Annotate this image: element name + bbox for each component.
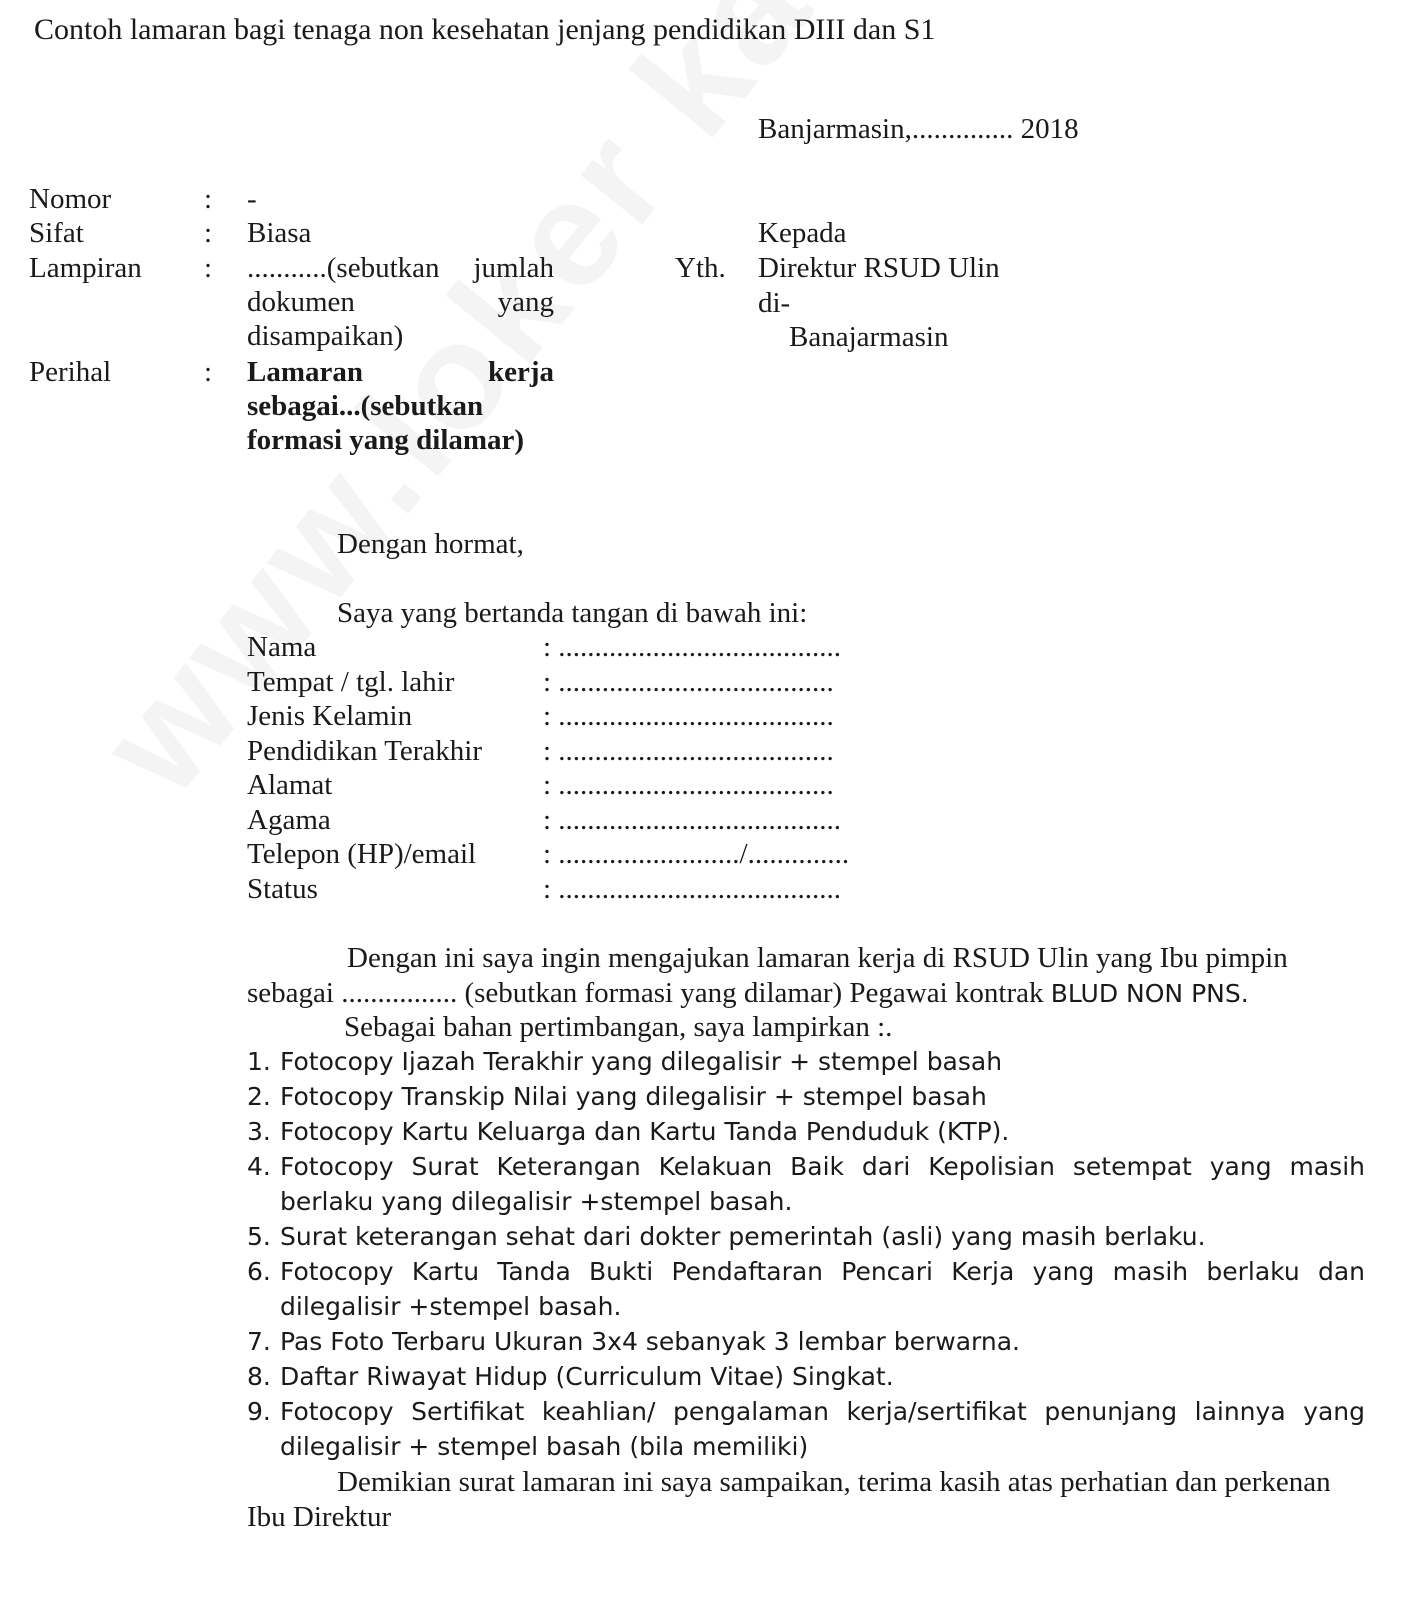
identity-value: : ......................................	[543, 735, 834, 767]
perihal-label: Perihal	[29, 356, 112, 388]
list-item-text: Fotocopy Surat Keterangan Kelakuan Baik dari Kepolisian setempat yang masih berlaku yang dilegalisir +stempel basah.	[280, 1152, 1365, 1216]
intro-line: Saya yang bertanda tangan di bawah ini:	[337, 597, 808, 629]
identity-value: : ......................................	[543, 700, 834, 732]
closing-line-1: Demikian surat lamaran ini saya sampaikan, terima kasih atas perhatian dan perkenan	[337, 1466, 1331, 1498]
list-item-number: 6.	[247, 1257, 271, 1286]
identity-label: Agama	[247, 804, 331, 836]
lampiran-label: Lampiran	[29, 252, 142, 284]
recipient-kepada: Kepada	[758, 217, 847, 249]
lampiran-line-3: disampaikan)	[247, 320, 404, 352]
perihal-colon: :	[204, 356, 213, 388]
list-item-number: 2.	[247, 1082, 271, 1111]
body-line-1: Dengan ini saya ingin mengajukan lamaran kerja di RSUD Ulin yang Ibu pimpin	[347, 942, 1288, 974]
nomor-colon: :	[204, 183, 213, 215]
identity-label: Alamat	[247, 769, 333, 801]
list-item	[247, 1254, 1365, 1324]
list-item-text: Pas Foto Terbaru Ukuran 3x4 sebanyak 3 lembar berwarna.	[280, 1327, 1020, 1356]
identity-value: : ......................................	[543, 769, 834, 801]
recipient-di: di-	[758, 287, 791, 319]
attachments-list	[247, 1044, 1365, 1464]
list-item	[247, 1394, 1365, 1464]
lampiran-line-1: ...........(sebutkan jumlah	[247, 252, 554, 284]
list-item-text: Fotocopy Transkip Nilai yang dilegalisir + stempel basah	[280, 1082, 987, 1111]
sifat-label: Sifat	[29, 217, 84, 249]
greeting: Dengan hormat,	[337, 528, 524, 560]
identity-label: Nama	[247, 631, 317, 663]
body-line-2-status: BLUD NON PNS.	[1050, 979, 1249, 1008]
identity-value: : ........................./..............	[543, 838, 850, 870]
list-item	[247, 1324, 1365, 1359]
recipient-yth: Yth.	[675, 252, 726, 284]
list-item-number: 8.	[247, 1362, 271, 1391]
list-item-text: Fotocopy Ijazah Terakhir yang dilegalisir + stempel basah	[280, 1047, 1003, 1076]
recipient-name: Direktur RSUD Ulin	[758, 252, 1000, 284]
list-item-number: 3.	[247, 1117, 271, 1146]
nomor-label: Nomor	[29, 183, 112, 215]
list-item-number: 5.	[247, 1222, 271, 1251]
lampiran-value	[247, 251, 554, 353]
sifat-value: Biasa	[247, 217, 312, 249]
identity-value: : ......................................	[543, 666, 834, 698]
list-item-text: Fotocopy Kartu Tanda Bukti Pendaftaran Pencari Kerja yang masih berlaku dan dilegalisir +stempel basah.	[280, 1257, 1365, 1321]
list-item	[247, 1044, 1365, 1079]
perihal-line-1: Lamaran kerja	[247, 356, 554, 388]
list-item	[247, 1149, 1365, 1219]
identity-value: : .......................................	[543, 873, 842, 905]
attachments-intro: Sebagai bahan pertimbangan, saya lampirkan :.	[344, 1011, 893, 1043]
list-item	[247, 1079, 1365, 1114]
lampiran-colon: :	[204, 252, 213, 284]
identity-label: Status	[247, 873, 318, 905]
place-date: Banjarmasin,.............. 2018	[758, 113, 1079, 145]
identity-value: : .......................................	[543, 631, 842, 663]
lampiran-line-2: dokumen yang	[247, 286, 554, 318]
list-item-text: Fotocopy Sertifikat keahlian/ pengalaman kerja/sertifikat penunjang lainnya yang dilegalisir + stempel basah (bila memiliki)	[280, 1397, 1365, 1461]
list-item-number: 9.	[247, 1397, 271, 1426]
list-item-text: Surat keterangan sehat dari dokter pemerintah (asli) yang masih berlaku.	[280, 1222, 1206, 1251]
list-item-text: Fotocopy Kartu Keluarga dan Kartu Tanda Penduduk (KTP).	[280, 1117, 1010, 1146]
nomor-value: -	[247, 183, 257, 215]
sifat-colon: :	[204, 217, 213, 249]
page-heading: Contoh lamaran bagi tenaga non kesehatan jenjang pendidikan DIII dan S1	[34, 13, 936, 46]
identity-label: Jenis Kelamin	[247, 700, 413, 732]
identity-value: : .......................................	[543, 804, 842, 836]
list-item-number: 7.	[247, 1327, 271, 1356]
body-line-2	[247, 976, 1249, 1011]
list-item-number: 4.	[247, 1152, 271, 1181]
identity-label: Tempat / tgl. lahir	[247, 666, 455, 698]
closing-line-2: Ibu Direktur	[247, 1501, 392, 1533]
identity-label: Pendidikan Terakhir	[247, 735, 483, 767]
perihal-line-3: formasi yang dilamar)	[247, 424, 525, 456]
list-item	[247, 1219, 1365, 1254]
list-item	[247, 1114, 1365, 1149]
body-line-2-text: sebagai ................ (sebutkan formasi yang dilamar) Pegawai kontrak	[247, 977, 1051, 1009]
list-item	[247, 1359, 1365, 1394]
list-item-number: 1.	[247, 1047, 271, 1076]
perihal-line-2: sebagai...(sebutkan	[247, 390, 484, 422]
perihal-value	[247, 355, 554, 457]
list-item-text: Daftar Riwayat Hidup (Curriculum Vitae) Singkat.	[280, 1362, 894, 1391]
identity-label: Telepon (HP)/email	[247, 838, 477, 870]
recipient-city: Banajarmasin	[789, 321, 949, 353]
